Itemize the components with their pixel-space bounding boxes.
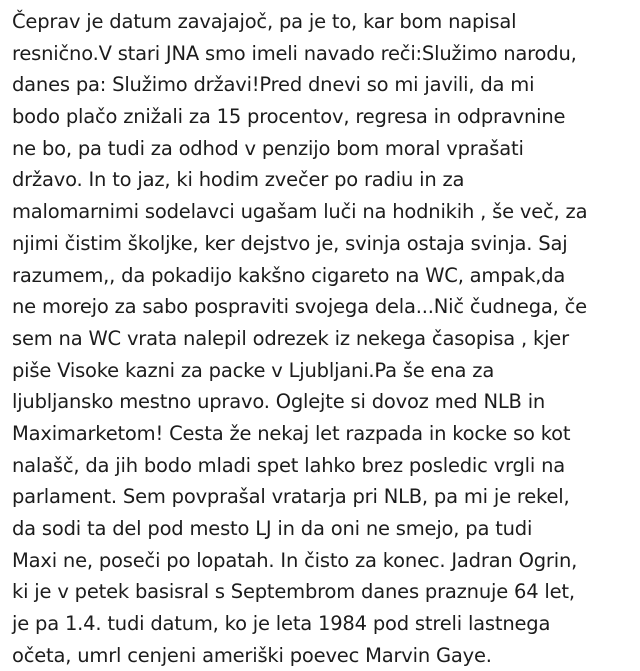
post-line: ljubljansko mestno upravo. Oglejte si dovoz med NLB in	[12, 390, 546, 414]
post-line: resnično.V stari JNA smo imeli navado reči:Služimo narodu,	[12, 41, 577, 65]
post-line: piše Visoke kazni za packe v Ljubljani.Pa še ena za	[12, 358, 495, 382]
post-line: državo. In to jaz, ki hodim zvečer po radiu in za	[12, 168, 465, 192]
post-line: ne morejo za sabo pospraviti svojega dela...Nič čudnega, če	[12, 295, 587, 319]
post-line: ki je v petek basisral s Septembrom danes praznuje 64 let,	[12, 580, 575, 604]
post-line: Maximarketom! Cesta že nekaj let razpada in kocke so kot	[12, 421, 571, 445]
post-line: Čeprav je datum zavajajoč, pa je to, kar bom napisal	[12, 10, 517, 33]
post-line: da sodi ta del pod mesto LJ in da oni ne smejo, pa tudi	[12, 517, 533, 540]
post-line: malomarnimi sodelavci ugašam luči na hodnikih , še več, za	[12, 200, 588, 224]
post-line: danes pa: Služimo državi!Pred dnevi so mi javili, da mi	[12, 73, 535, 97]
post-line: Maxi ne, poseči po lopatah. In čisto za konec. Jadran Ogrin,	[12, 548, 578, 572]
post-line: ne bo, pa tudi za odhod v penzijo bom moral vprašati	[12, 136, 524, 160]
post-line: očeta, umrl cenjeni ameriški poevec Marvin Gaye.	[12, 643, 492, 667]
post-text	[12, 6, 636, 671]
post-line: sem na WC vrata nalepil odrezek iz nekega časopisa , kjer	[12, 326, 569, 350]
post-line: nalašč, da jih bodo mladi spet lahko brez posledic vrgli na	[12, 453, 566, 477]
post-line: razumem,, da pokadijo kakšno cigareto na WC, ampak,da	[12, 263, 566, 287]
post-line: njimi čistim školjke, ker dejstvo je, svinja ostaja svinja. Saj	[12, 231, 568, 255]
post-line: bodo plačo znižali za 15 procentov, regresa in odpravnine	[12, 105, 566, 129]
post-line: je pa 1.4. tudi datum, ko je leta 1984 pod streli lastnega	[12, 612, 551, 636]
post-line: parlament. Sem povprašal vratarja pri NLB, pa mi je rekel,	[12, 485, 570, 509]
